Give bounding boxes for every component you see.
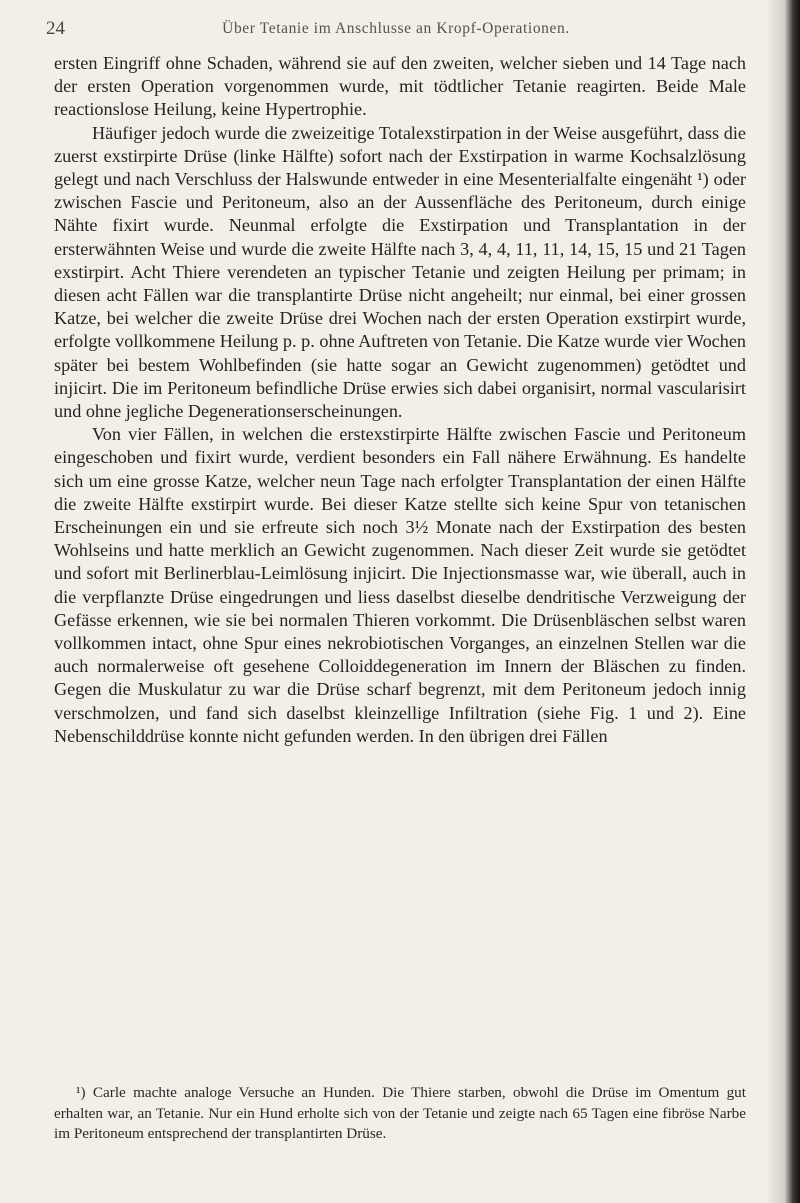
page-number: 24 <box>46 18 65 39</box>
paragraph-fascie-cases: Von vier Fällen, in welchen die erstexstirpirte Hälfte zwischen Fascie und Peritoneum eingeschoben und fixirt wurde, verdient besonders ein Fall nähere Erwähnung. Es handelte sich um eine grosse Katze, welcher neun Tage nach erfolgter Transplantation der einen Hälfte die zweite Hälfte exstirpirt wurde. Bei dieser Katze stellte sich keine Spur von tetanischen Erscheinungen ein und sie erfreute sich noch 3½ Monate nach der Exstirpation des besten Wohlseins und hatte merklich an Gewicht zugenommen. Nach dieser Zeit wurde sie getödtet und sofort mit Berlinerblau-Leimlösung injicirt. Die Injectionsmasse war, wie überall, auch in die verpflanzte Drüse eingedrungen und liess daselbst dieselbe dendritische Verzweigung der Gefässe erkennen, wie sie bei normalen Thieren vorkommt. Die Drüsenbläschen selbst waren vollkommen intact, ohne Spur eines nekrobiotischen Vorganges, an einzelnen Stellen war die auch normalerweise oft gesehene Colloiddegeneration im Innern der Bläschen zu finden. Gegen die Muskulatur zu war die Drüse scharf begrenzt, mit dem Peritoneum jedoch innig verschmolzen, und fand sich daselbst kleinzellige Infiltration (siehe Fig. 1 und 2). Eine Nebenschilddrüse konnte nicht gefunden werden. In den übrigen drei Fällen <box>54 424 746 746</box>
body-text <box>54 52 746 748</box>
paragraph-transplantation: Häufiger jedoch wurde die zweizeitige Totalexstirpation in der Weise ausgeführt, dass die zuerst exstirpirte Drüse (linke Hälfte) sofort nach der Exstirpation in warme Kochsalzlösung gelegt und nach Verschluss der Halswunde entweder in eine Mesenterialfalte eingenäht ¹) oder zwischen Fascie und Peritoneum, also an der Aussenfläche des Peritoneum, durch einige Nähte fixirt wurde. Neunmal erfolgte die Exstirpation und Transplantation in der ersterwähnten Weise und wurde die zweite Hälfte nach 3, 4, 4, 11, 11, 14, 15, 15 und 21 Tagen exstirpirt. Acht Thiere verendeten an typischer Tetanie und zeigten Heilung per primam; in diesen acht Fällen war die transplantirte Drüse nicht angeheilt; nur einmal, bei einer grossen Katze, bei welcher die zweite Drüse drei Wochen nach der ersten Operation exstirpirt wurde, erfolgte vollkommene Heilung p. p. ohne Auftreten von Tetanie. Die Katze wurde vier Wochen später bei bestem Wohlbefinden (sie hatte sogar an Gewicht zugenommen) getödtet und injicirt. Die im Peritoneum befindliche Drüse erwies sich dabei organisirt, normal vascularisirt und ohne jegliche Degenerationserscheinungen. <box>54 122 746 422</box>
page-header <box>46 14 746 42</box>
footnote-text: ¹) Carle machte analoge Versuche an Hunden. Die Thiere starben, obwohl die Drüse im Omentum gut erhalten war, an Tetanie. Nur ein Hund erholte sich von der Tetanie und zeigte nach 65 Tagen eine fibröse Narbe im Peritoneum entsprechend der transplantirten Drüse. <box>54 1084 746 1142</box>
running-title: Über Tetanie im Anschlusse an Kropf-Operationen. <box>222 20 570 37</box>
footnote <box>54 1083 746 1145</box>
paragraph-continued: ersten Eingriff ohne Schaden, während sie auf den zweiten, welcher sieben und 14 Tage nach der ersten Operation vorgenommen wurde, mit tödtlicher Tetanie reagirten. Beide Male reactionslose Heilung, keine Hypertrophie. <box>54 53 746 120</box>
page-edge-shadow <box>766 0 800 1203</box>
